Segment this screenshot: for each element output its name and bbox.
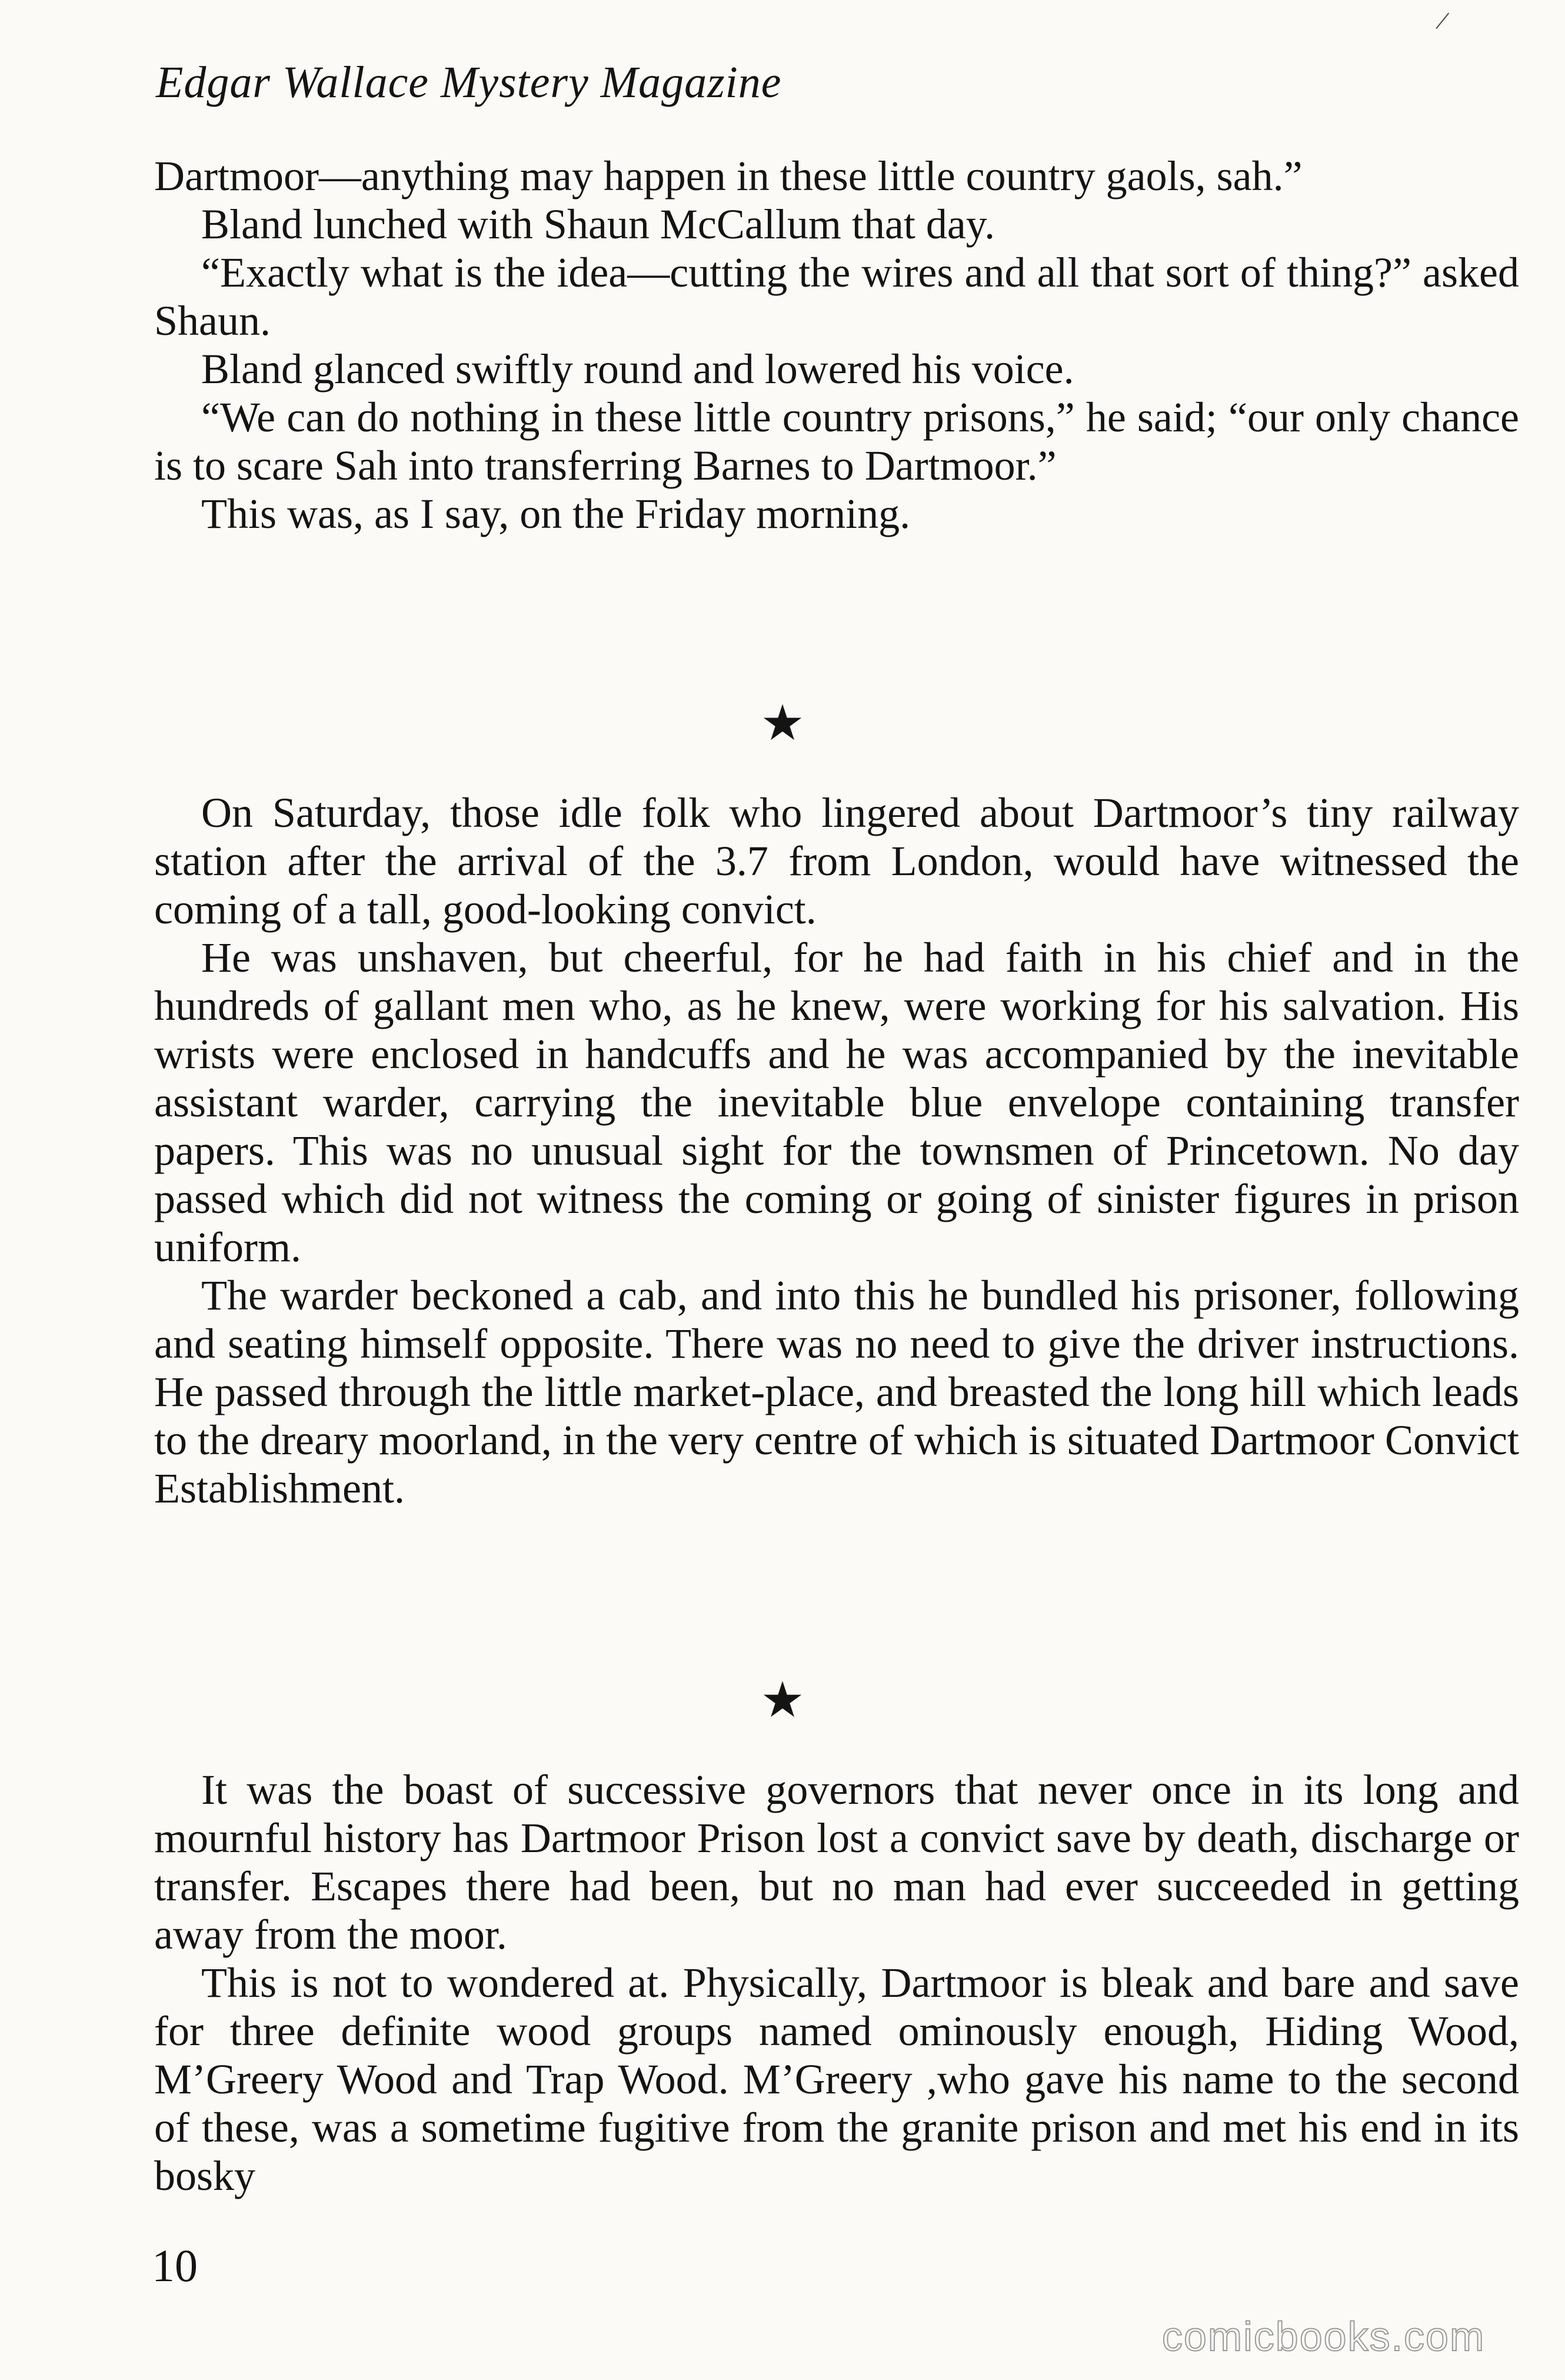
section-break-star-icon: ★ <box>760 696 805 751</box>
section-break-star-icon: ★ <box>760 1673 805 1728</box>
paragraph: The warder beckoned a cab, and into this he bundled his prisoner, following and seating himself opposite. There was no need to give the driver instructions. He passed through the little market-place, and breasted the long hill which leads to the dreary moorland, in the very centre of which is situated Dartmoor Convict Establishment. <box>154 1272 1519 1512</box>
paragraph: It was the boast of successive governors that never once in its long and mournful history has Dartmoor Prison lost a convict save by death, discharge or transfer. Escapes there had been, but no man had ever succeeded in getting away from the moor. <box>154 1766 1519 1958</box>
page-number: 10 <box>152 2240 198 2291</box>
corner-pen-mark: / <box>1433 5 1452 37</box>
site-watermark: comicbooks.com <box>1162 2313 1486 2359</box>
text-section-3 <box>154 1766 1519 2200</box>
paragraph: “Exactly what is the idea—cutting the wires and all that sort of thing?” asked Shaun. <box>154 249 1519 344</box>
paragraph: This was, as I say, on the Friday morning. <box>201 490 911 537</box>
paragraph: This is not to wondered at. Physically, Dartmoor is bleak and bare and save for three definite wood groups named ominously enough, Hiding Wood, M’Greery Wood and Trap Wood. M’Greery ,who gave his name to the second of these, was a sometime fugitive from the granite prison and met his end in its bosky <box>154 1959 1519 2199</box>
paragraph: Bland lunched with Shaun McCallum that day. <box>201 201 995 248</box>
text-section-2 <box>154 789 1519 1513</box>
running-header: Edgar Wallace Mystery Magazine <box>156 58 782 107</box>
paragraph: Dartmoor—anything may happen in these little country gaols, sah.” <box>154 152 1303 200</box>
text-section-1 <box>154 152 1519 538</box>
paragraph: On Saturday, those idle folk who lingered about Dartmoor’s tiny railway station after the arrival of the 3.7 from London, would have witnessed the coming of a tall, good-looking convict. <box>154 789 1519 933</box>
paragraph: “We can do nothing in these little country prisons,” he said; “our only chance is to scare Sah into transferring Barnes to Dartmoor.” <box>154 394 1519 489</box>
paragraph: He was unshaven, but cheerful, for he had faith in his chief and in the hundreds of gallant men who, as he knew, were working for his salvation. His wrists were enclosed in handcuffs and he was accompanied by the inevitable assistant warder, carrying the inevitable blue envelope containing transfer papers. This was no unusual sight for the townsmen of Princetown. No day passed which did not witness the coming or going of sinister figures in prison uniform. <box>154 934 1519 1271</box>
paragraph: Bland glanced swiftly round and lowered his voice. <box>201 345 1074 393</box>
